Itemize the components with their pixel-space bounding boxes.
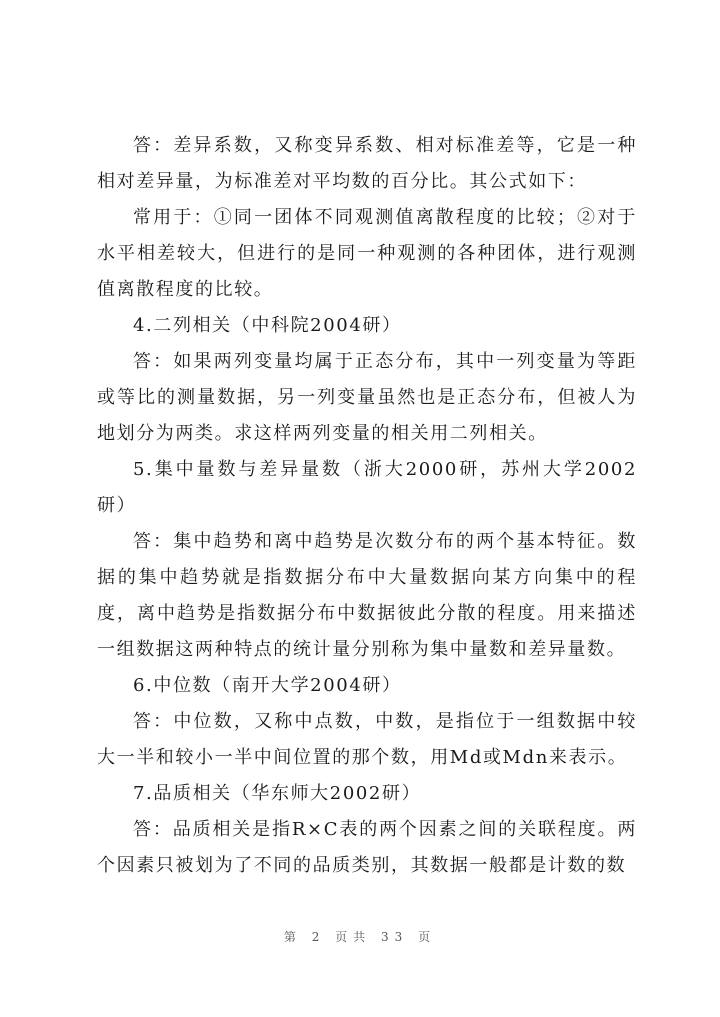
heading-item-4: 4.二列相关（中科院2004研） [133,315,402,336]
paragraph-answer-5: 答：集中趋势和离中趋势是次数分布的两个基本特征。数据的集中趋势就是指数据分布中大量数据向某方向集中的程度，离中趋势是指数据分布中数据彼此分散的程度。用来描述一组数据这两种特点的统计量分别称为集中量数和差异量数。 [97,531,637,660]
paragraph-answer-4: 答：如果两列变量均属于正态分布，其中一列变量为等距或等比的测量数据，另一列变量虽然也是正态分布，但被人为地划分为两类。求这样两列变量的相关用二列相关。 [97,351,637,444]
heading-item-5: 5.集中量数与差异量数（浙大2000研，苏州大学2002研） [97,459,637,516]
paragraph-answer-7: 答：品质相关是指R×C表的两个因素之间的关联程度。两个因素只被划为了不同的品质类别，其数据一般都是计数的数 [97,819,637,876]
heading-item-7: 7.品质相关（华东师大2002研） [133,783,422,804]
paragraph-definition-cv: 答：差异系数，又称变异系数、相对标准差等，它是一种相对差异量，为标准差对平均数的百分比。其公式如下： [97,135,637,192]
heading-item-6: 6.中位数（南开大学2004研） [133,675,402,696]
page-number-footer: 第 2 页共 33 页 [283,930,437,944]
paragraph-answer-6: 答：中位数，又称中点数，中数，是指位于一组数据中较大一半和较小一半中间位置的那个数，用Md或Mdn来表示。 [97,711,637,768]
page-body [97,128,637,884]
paragraph-usage-cv: 常用于：①同一团体不同观测值离散程度的比较；②对于水平相差较大，但进行的是同一种观测的各种团体，进行观测值离散程度的比较。 [97,207,637,300]
